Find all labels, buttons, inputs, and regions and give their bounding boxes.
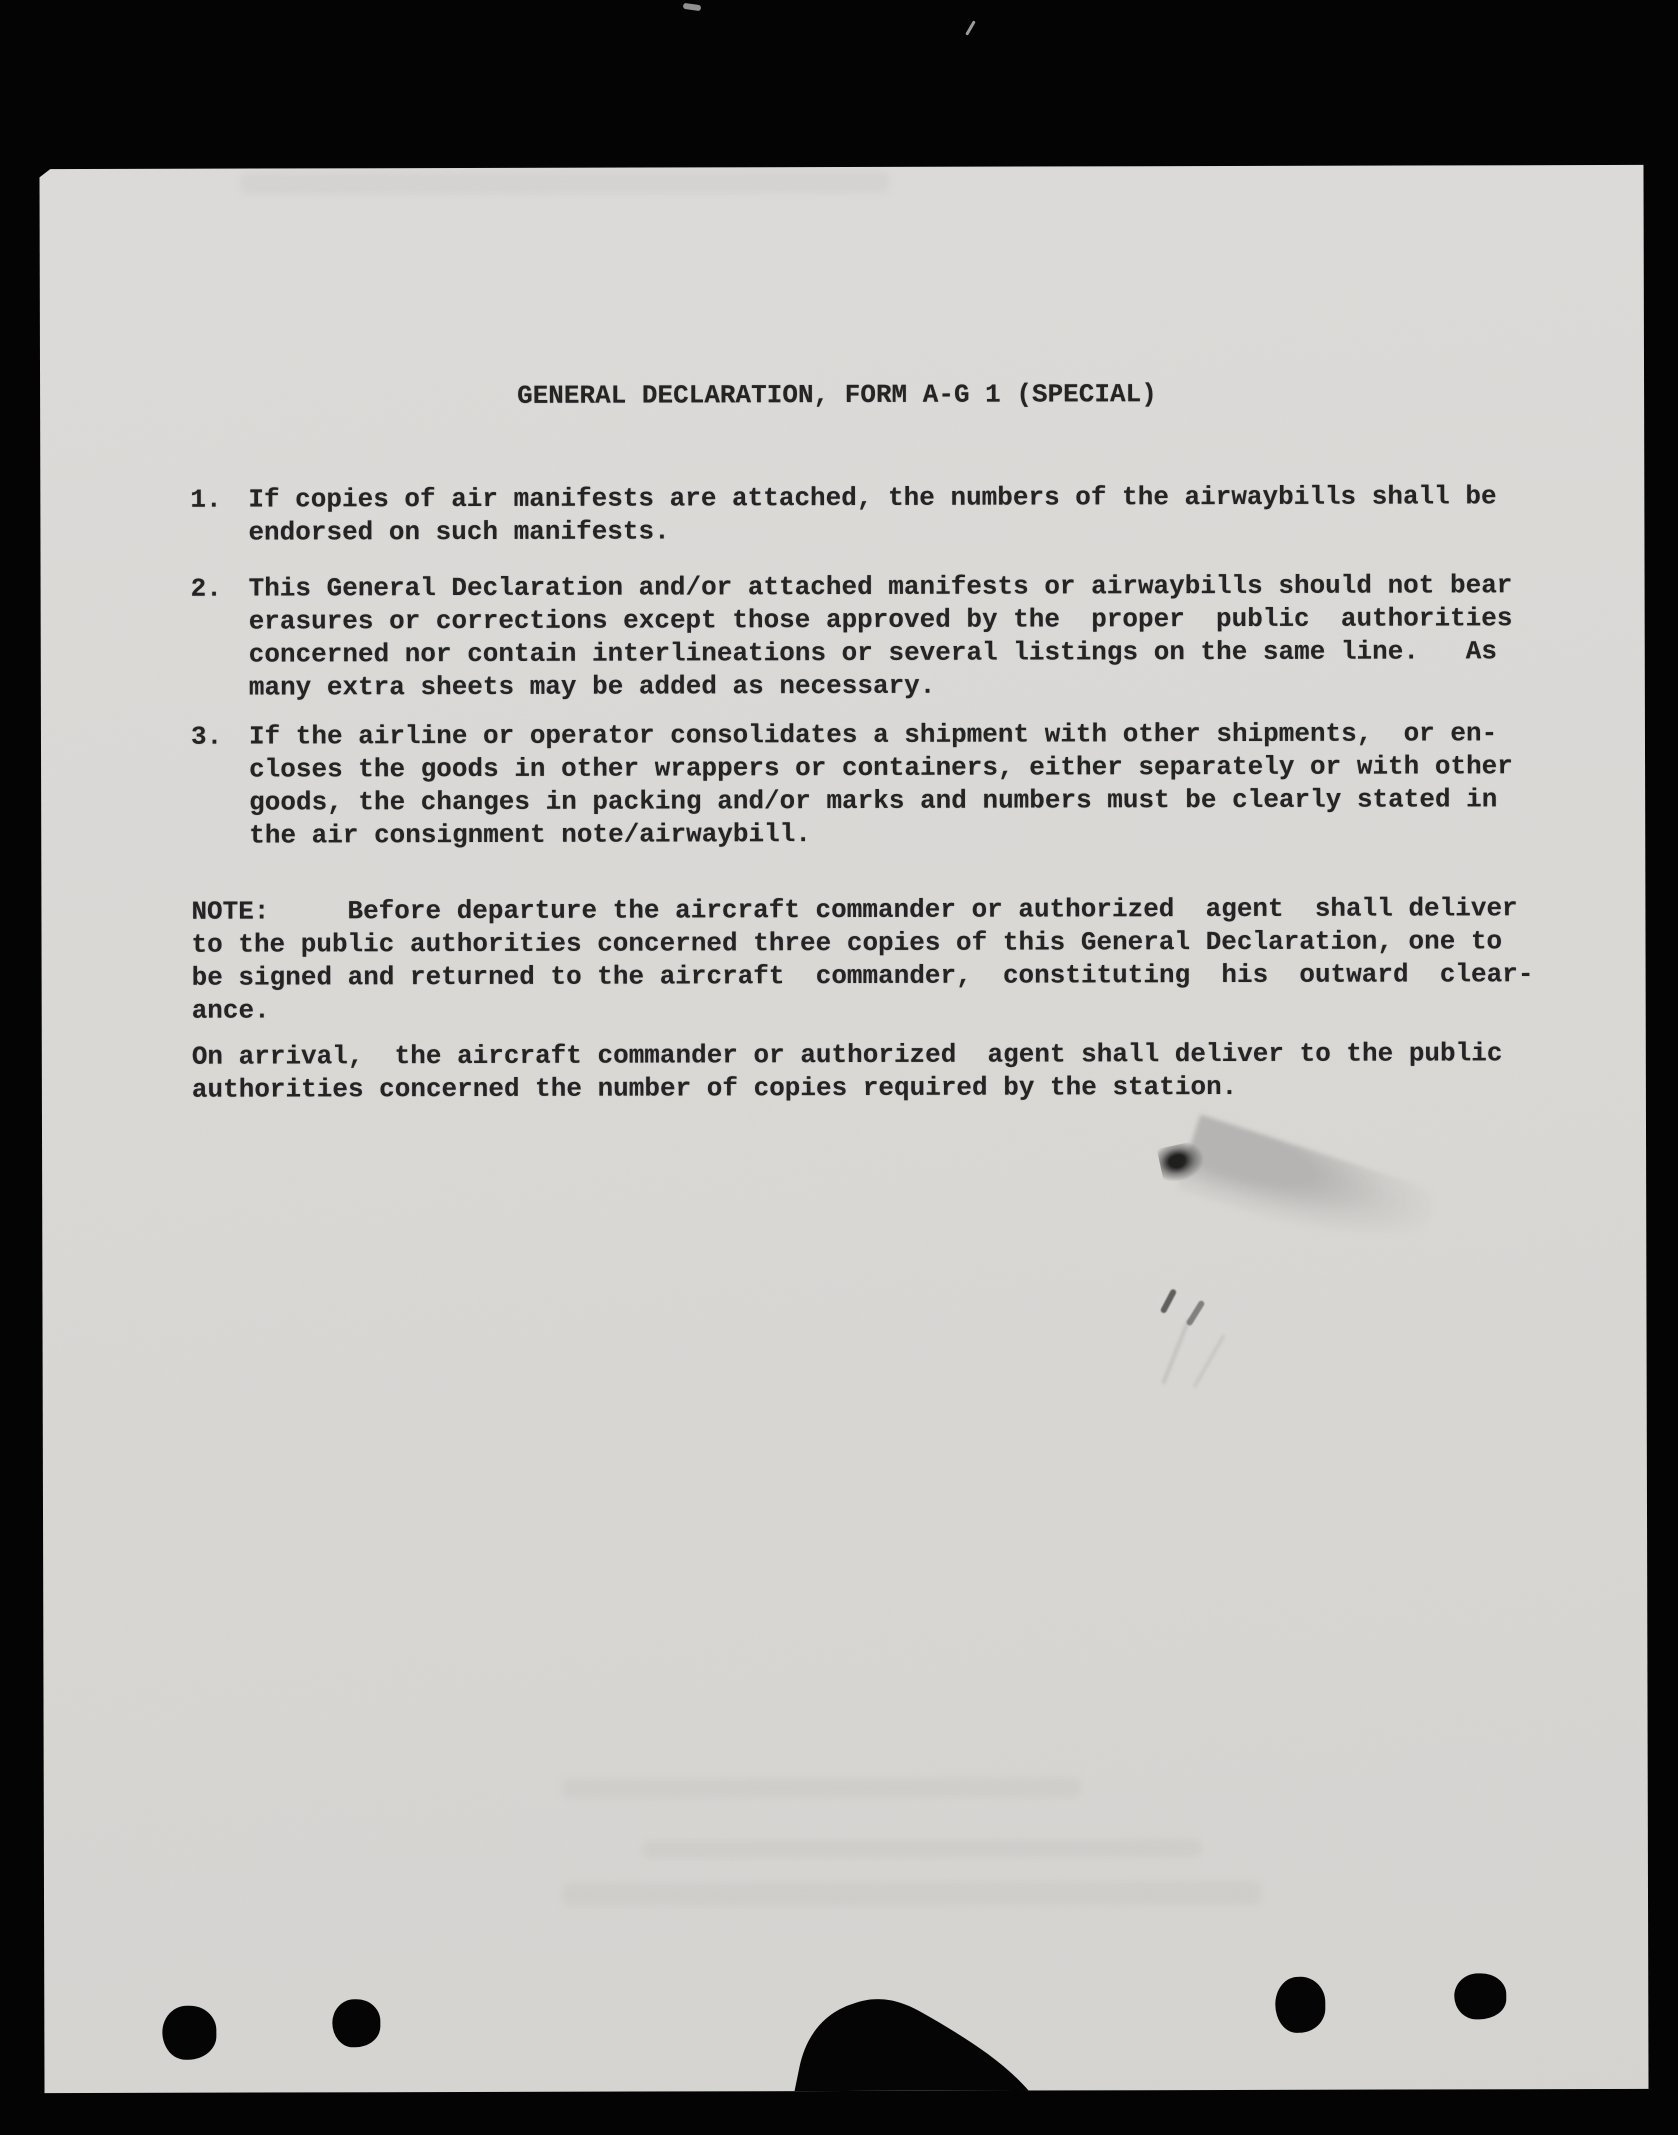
punch-hole <box>162 2006 216 2060</box>
body-line: the air consignment note/airwaybill. <box>249 819 811 851</box>
body-line: goods, the changes in packing and/or marks and numbers must be clearly stated in <box>249 784 1498 818</box>
item-number: 1. <box>190 484 222 515</box>
body-line: authorities concerned the number of copies required by the station. <box>191 1071 1238 1105</box>
note-paragraph <box>191 892 1533 1028</box>
arrival-paragraph <box>192 1037 1503 1106</box>
dust-speck <box>965 20 976 35</box>
item-number: 2. <box>190 573 222 604</box>
list-item-3 <box>191 717 1513 852</box>
body-line: to the public authorities concerned three copies of this General Declaration, one to <box>191 926 1503 960</box>
body-line: On arrival, the aircraft commander or authorized agent shall deliver to the public <box>191 1038 1503 1072</box>
body-line: many extra sheets may be added as necessary. <box>248 670 936 703</box>
paper-texture <box>39 165 1648 2093</box>
punch-hole <box>1275 1977 1325 2033</box>
body-line: NOTE: Before departure the aircraft commander or authorized agent shall deliver <box>191 893 1518 927</box>
body-line: If the airline or operator consolidates a shipment with other shipments, or en- <box>248 718 1498 752</box>
punch-hole <box>332 1999 380 2047</box>
body-line: closes the goods in other wrappers or containers, either separately or with other <box>249 751 1513 785</box>
punch-hole <box>1454 1973 1506 2019</box>
body-line: endorsed on such manifests. <box>248 516 670 548</box>
body-line: ance. <box>191 995 270 1026</box>
document-sheet <box>39 165 1648 2093</box>
torn-corner <box>38 168 51 178</box>
thumb-shadow-blob <box>792 1996 1060 2091</box>
body-line: concerned nor contain interlineations or several listings on the same line. As <box>248 636 1497 670</box>
dust-speck <box>683 3 702 11</box>
item-number: 3. <box>190 721 223 752</box>
document-title: GENERAL DECLARATION, FORM A-G 1 (SPECIAL) <box>517 379 1157 411</box>
body-line: This General Declaration and/or attached manifests or airwaybills should not bear <box>248 570 1513 604</box>
list-item-2 <box>191 569 1513 704</box>
body-line: If copies of air manifests are attached, the numbers of the airwaybills shall be <box>248 481 1497 515</box>
list-item-1 <box>190 480 1496 549</box>
body-line: erasures or corrections except those approved by the proper public authorities <box>248 603 1513 637</box>
body-line: be signed and returned to the aircraft commander, constituting his outward clear- <box>191 959 1534 993</box>
